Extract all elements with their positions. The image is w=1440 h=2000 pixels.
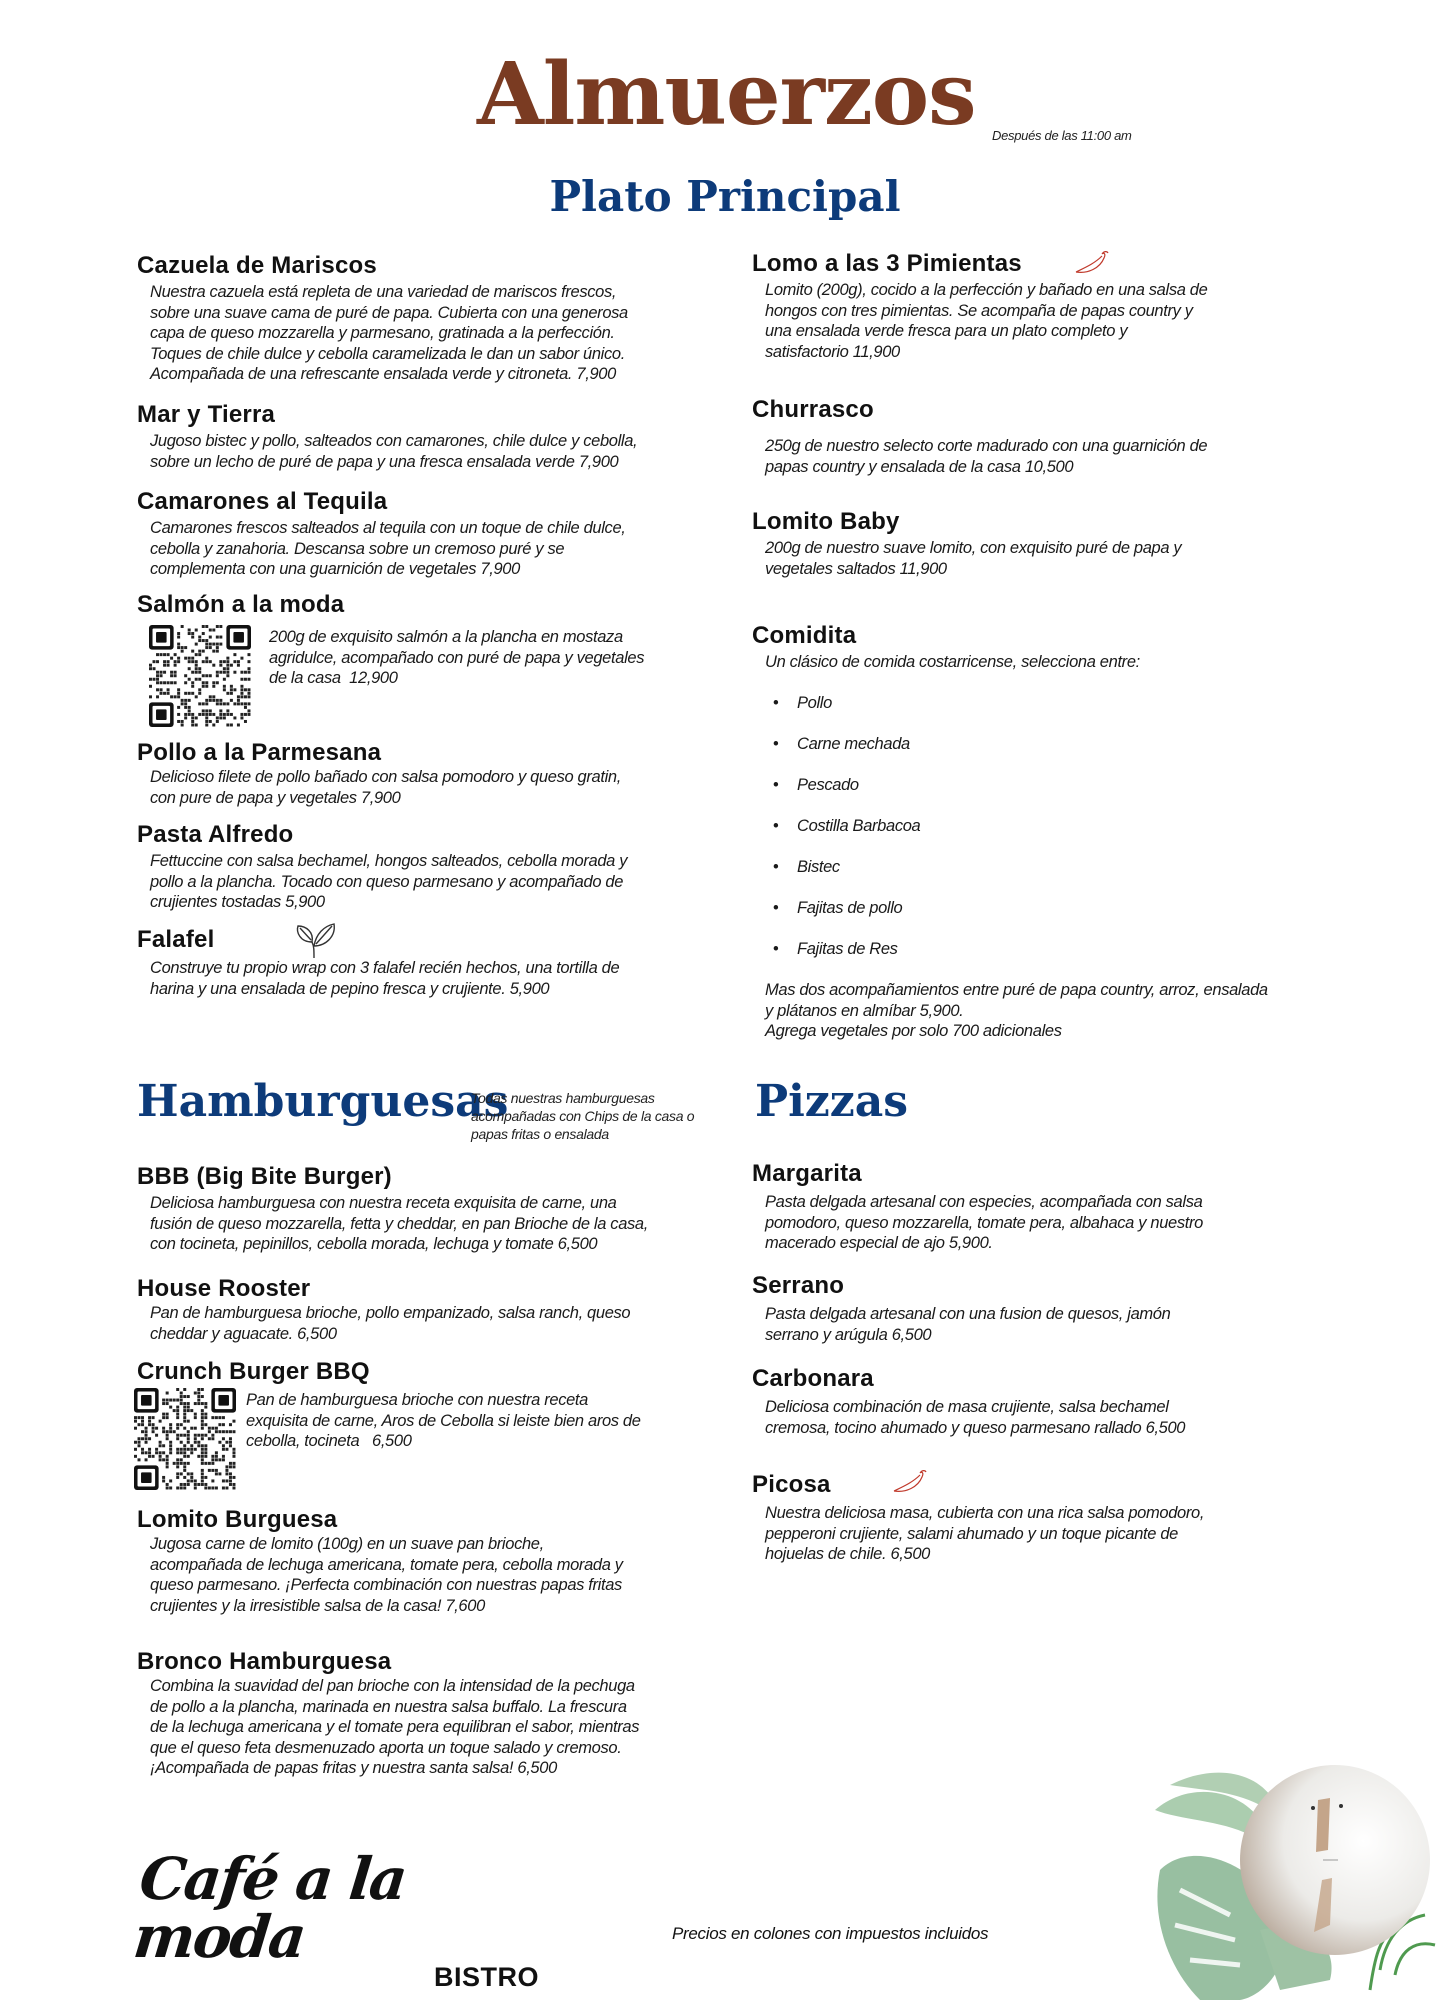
page-title: Almuerzos [477,44,976,145]
section-title-plato-principal: Plato Principal [549,172,901,221]
option-item: • Costilla Barbacoa [797,816,1268,837]
menu-item-comidita [752,624,1268,1042]
item-name: Carbonara [752,1365,874,1392]
section-title-pizzas: Pizzas [755,1076,909,1127]
item-desc: Combina la suavidad del pan brioche con la intensidad de la pechuga de pollo a la plancha, marinada en nuestra salsa buffalo. La frescura de la lechuga americana y el tomate pera equilibran el sabor, mientras que el queso feta desmenuzado aporta un toque salado y cremoso. ¡Acompañada de papas fritas y nuestra santa salsa! 6,500 [150,1677,640,1777]
logo-script: Café a la moda [130,1845,409,1971]
item-desc: Nuestra cazuela está repleta de una variedad de mariscos frescos, sobre una suave cama de puré de papa. Cubierta con una generosa capa de queso mozzarella y parmesano, gratinada a la perfección. Toques de chile dulce y cebolla caramelizada le dan un sabor único. Acompañada de una refrescante ensalada verde y citroneta. 7,900 [150,283,628,383]
item-name: Pollo a la Parmesana [137,739,382,766]
item-name: Comidita [752,622,857,649]
item-name: Picosa [752,1471,831,1498]
plant-sculpture-illustration [1130,1740,1440,2000]
item-desc: Un clásico de comida costarricense, selecciona entre: [765,653,1140,671]
menu-item [752,1162,1203,1254]
item-desc: 250g de nuestro selecto corte madurado con una guarnición de papas country y ensalada de la casa 10,500 [765,437,1208,476]
item-name: Falafel [137,926,215,953]
item-desc: Jugoso bistec y pollo, salteados con camarones, chile dulce y cebolla, sobre un lecho de puré de papa y una fresca ensalada verde 7,900 [150,432,638,471]
option-item: • Fajitas de pollo [797,898,1268,919]
menu-item [137,403,637,472]
option-item: • Pescado [797,775,1268,796]
menu-item [137,1508,623,1616]
item-desc: Fettuccine con salsa bechamel, hongos salteados, cebolla morada y pollo a la plancha. Tocado con queso parmesano y acompañado de crujientes tostadas 5,900 [150,852,628,911]
price-note: Precios en colones con impuestos incluidos [672,1924,989,1943]
hamburguesas-note: Todas nuestras hamburguesas acompañadas con Chips de la casa o papas fritas o ensalada [471,1090,695,1142]
item-name: BBB (Big Bite Burger) [137,1163,392,1190]
item-name: Lomito Baby [752,508,900,535]
brand-logo [130,1845,547,1993]
logo-bistro: BISTRO [433,1962,539,1992]
item-desc: Deliciosa combinación de masa crujiente, salsa bechamel cremosa, tocino ahumado y queso parmesano rallado 6,500 [765,1398,1186,1437]
item-name: House Rooster [137,1275,311,1302]
item-desc: Lomito (200g), cocido a la perfección y bañado en una salsa de hongos con tres pimientas. Se acompaña de papas country y una ensalada verde fresca para un plato completo y satisfactorio 11,900 [765,281,1208,361]
section-title-hamburguesas: Hamburguesas [137,1076,509,1127]
item-name: Lomo a las 3 Pimientas [752,250,1022,277]
item-desc: Deliciosa hamburguesa con nuestra receta exquisita de carne, una fusión de queso mozzarella, fetta y cheddar, en pan Brioche de la casa, con tocineta, pepinillos, cebolla morada, lechuga y tomate 6,500 [150,1194,648,1253]
item-name: Churrasco [752,396,874,423]
menu-item [752,510,1181,579]
leaf-icon [294,920,338,960]
item-name: Lomito Burguesa [137,1506,338,1533]
menu-item [137,1165,648,1255]
option-item: • Pollo [797,693,1268,714]
item-desc: Pasta delgada artesanal con una fusion de quesos, jamón serrano y arúgula 6,500 [765,1305,1171,1344]
item-desc: Pan de hamburguesa brioche con nuestra receta exquisita de carne, Aros de Cebolla si leiste bien aros de cebolla, tocineta 6,500 [246,1391,641,1450]
menu-item [137,823,627,913]
menu-item [137,741,621,808]
chili-pepper-icon [1074,250,1110,276]
item-desc: Pasta delgada artesanal con especies, acompañada con salsa pomodoro, queso mozzarella, tomate pera, albahaca y nuestro macerado especial de ajo 5,900. [765,1193,1203,1252]
option-item: • Fajitas de Res [797,939,1268,960]
item-name: Bronco Hamburguesa [137,1648,392,1675]
item-name: Camarones al Tequila [137,488,388,515]
menu-item [752,1473,1204,1565]
menu-item [752,1367,1185,1438]
menu-item [137,1358,641,1450]
menu-item [752,252,1207,362]
item-desc: Mas dos acompañamientos entre puré de papa country, arroz, ensalada y plátanos en almíbar 5,900. Agrega vegetales por solo 700 adicionales [765,981,1268,1040]
item-desc: Nuestra deliciosa masa, cubierta con una rica salsa pomodoro, pepperoni crujiente, salami ahumado y un toque picante de hojuelas de chile. 6,500 [765,1504,1205,1563]
item-name: Mar y Tierra [137,401,276,428]
item-name: Crunch Burger BBQ [137,1358,370,1385]
menu-item [752,398,1207,477]
item-name: Margarita [752,1160,862,1187]
item-desc: 200g de nuestro suave lomito, con exquisito puré de papa y vegetales saltados 11,900 [765,539,1182,578]
item-desc: Delicioso filete de pollo bañado con salsa pomodoro y queso gratin, con pure de papa y vegetales 7,900 [150,768,621,807]
menu-item [137,254,628,385]
item-name: Salmón a la moda [137,591,345,618]
chili-pepper-icon [892,1469,928,1495]
item-desc: Pan de hamburguesa brioche, pollo empanizado, salsa ranch, queso cheddar y aguacate. 6,500 [150,1304,631,1343]
menu-item [137,591,645,687]
menu-item [137,490,626,580]
qr-code[interactable] [149,625,251,727]
menu-item [752,1274,1170,1345]
item-name: Pasta Alfredo [137,821,294,848]
menu-item [137,1650,639,1779]
item-name: Serrano [752,1272,845,1299]
qr-code[interactable] [134,1388,236,1490]
option-item: • Carne mechada [797,734,1268,755]
item-desc: Construye tu propio wrap con 3 falafel recién hechos, una tortilla de harina y una ensalada de pepino fresca y crujiente. 5,900 [150,959,620,998]
option-item: • Bistec [797,857,1268,878]
item-desc: Jugosa carne de lomito (100g) en un suave pan brioche, acompañada de lechuga americana, tomate pera, cebolla morada y queso parmesano. ¡Perfecta combinación con nuestras papas fritas crujientes y la irresistible salsa de la casa! 7,600 [150,1535,623,1615]
comidita-options [797,673,1268,981]
menu-item [137,1277,630,1344]
item-name: Cazuela de Mariscos [137,252,377,279]
item-desc: 200g de exquisito salmón a la plancha en mostaza agridulce, acompañado con puré de papa y vegetales de la casa 12,900 [269,628,645,687]
item-desc: Camarones frescos salteados al tequila con un toque de chile dulce, cebolla y zanahoria. Descansa sobre un cremoso puré y se complementa con una guarnición de vegetales 7,900 [150,519,626,578]
time-note: Después de las 11:00 am [992,128,1132,143]
menu-item [137,928,619,999]
